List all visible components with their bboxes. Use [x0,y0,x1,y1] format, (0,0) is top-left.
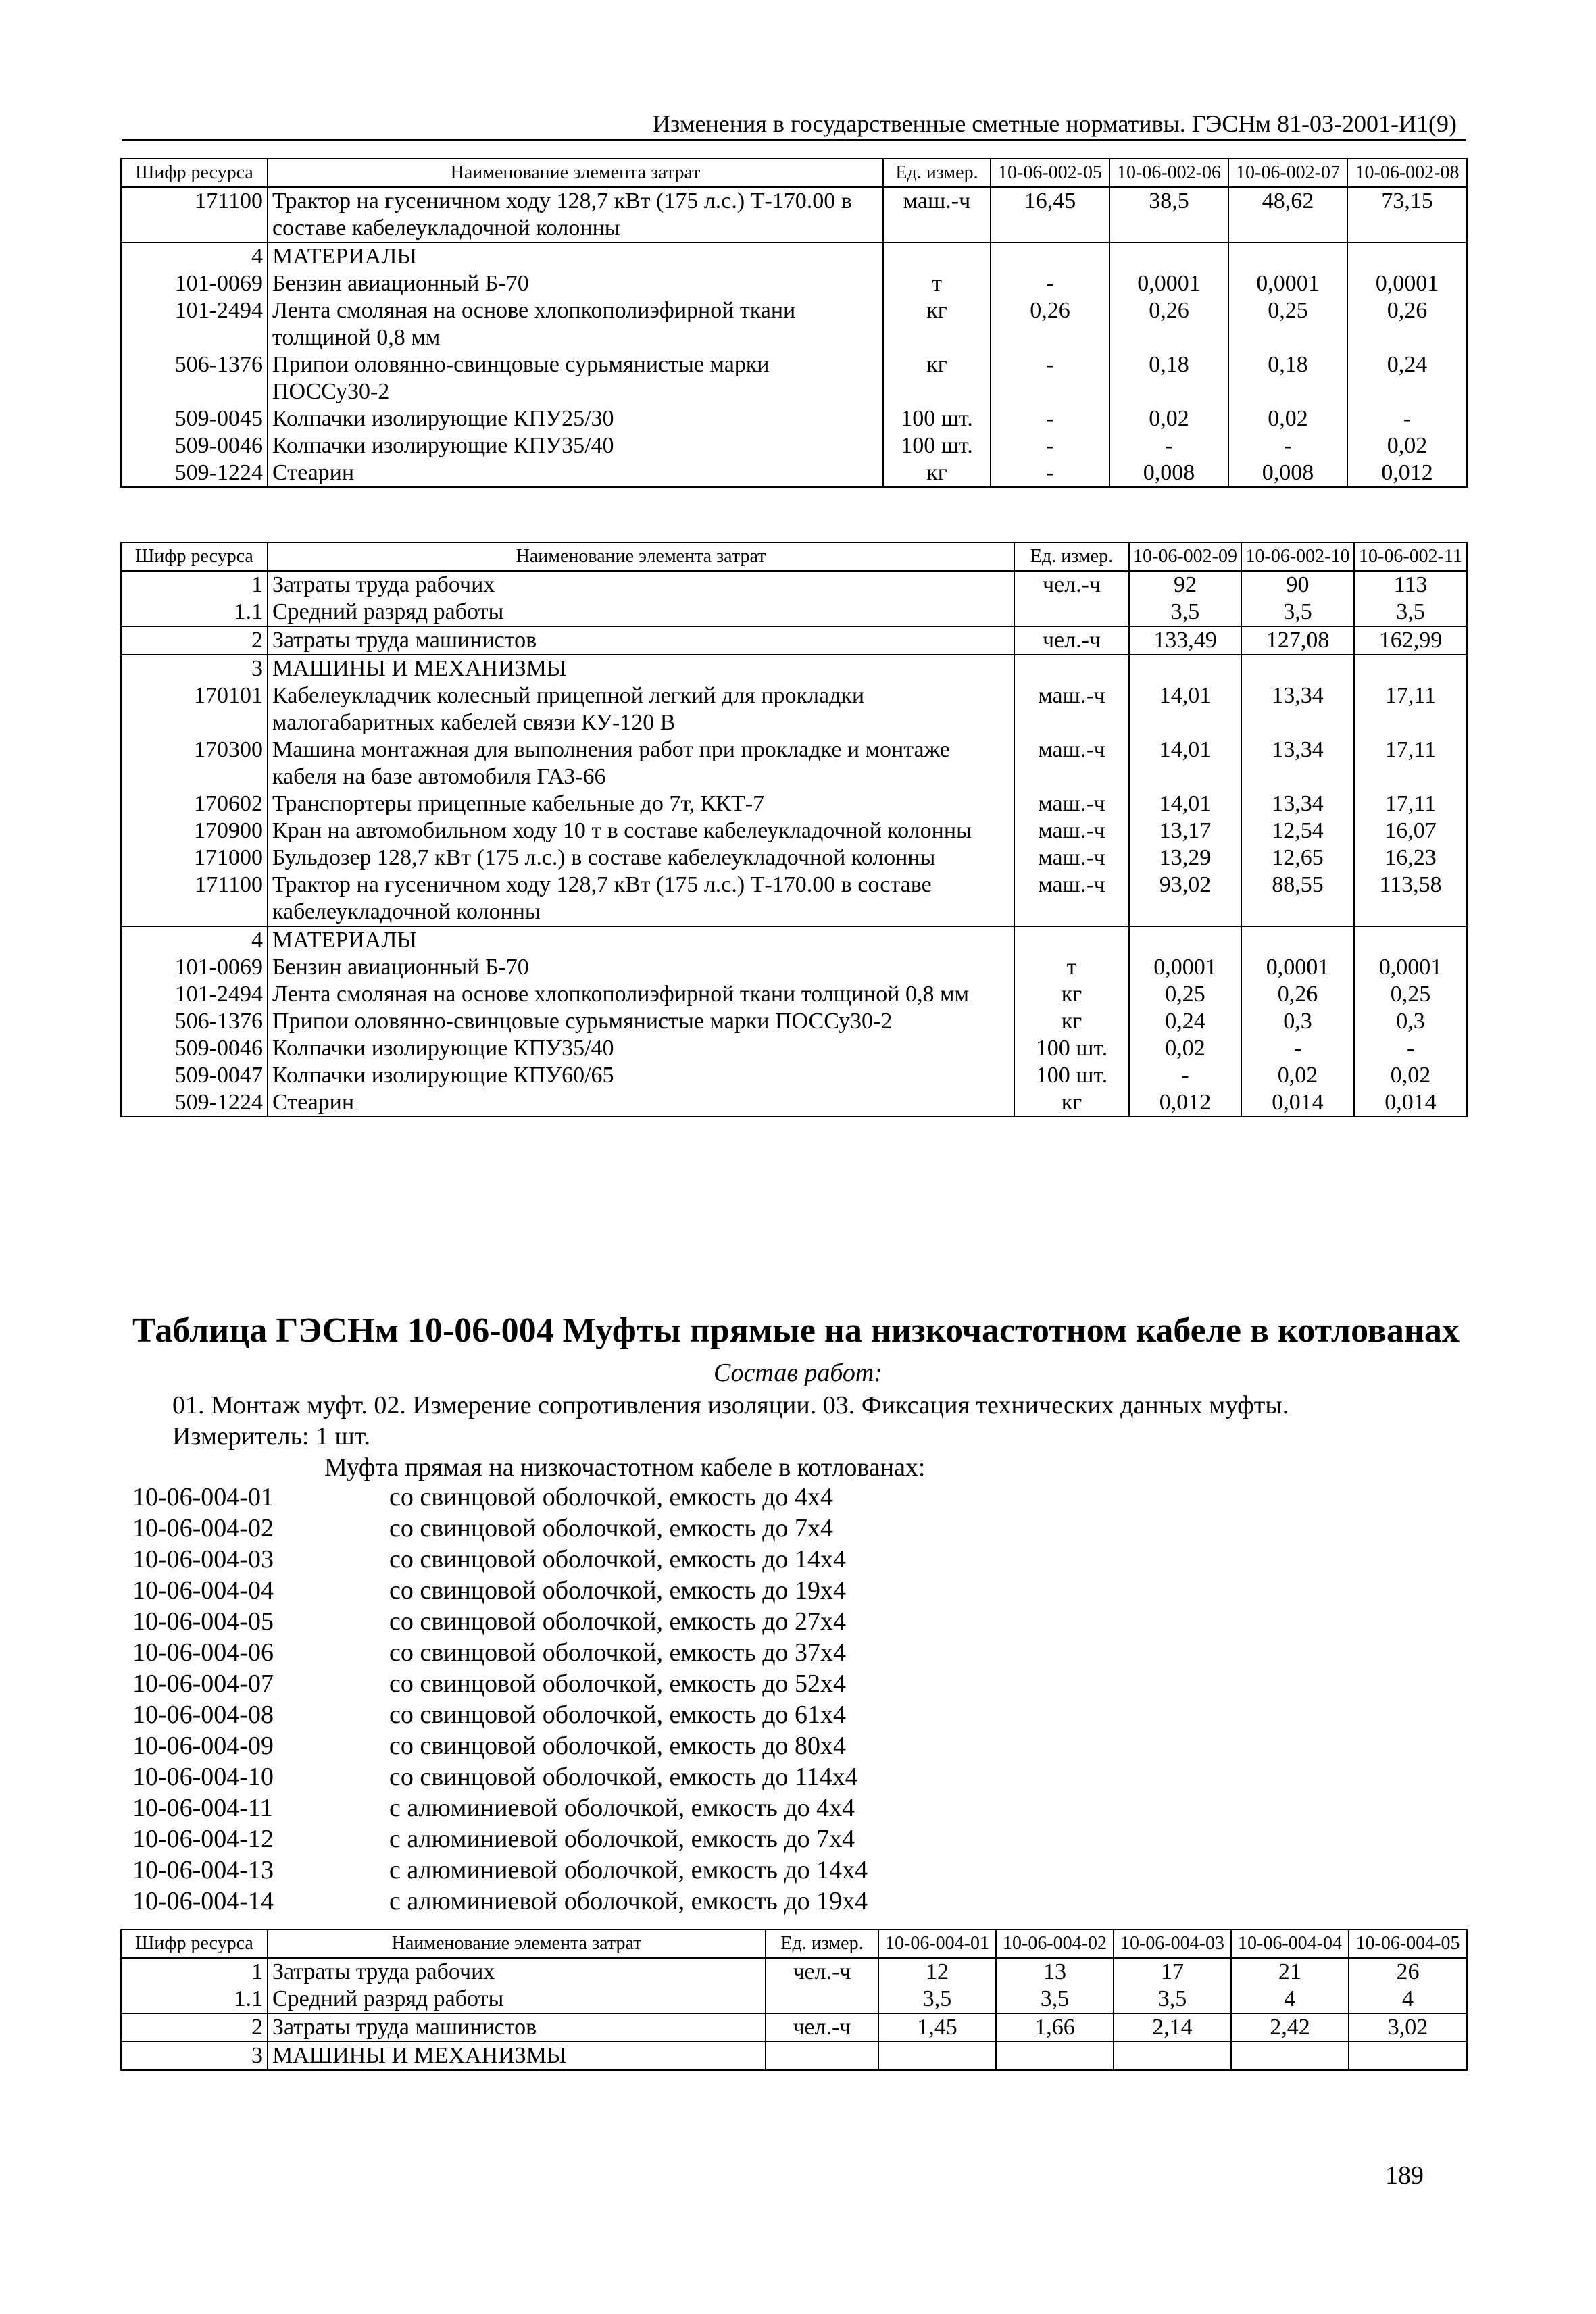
resource-code: 506-1376 [121,351,268,405]
norm-value: 88,55 [1241,872,1354,926]
cost-element-name: Кабелеукладчик колесный прицепной легкий для прокладки малогабаритных кабелей связи КУ-120 В [268,682,1014,736]
page-number: 189 [1385,2161,1424,2190]
header-title: Изменения в государственные сметные нормативы. ГЭСНм 81-03-2001-И1(9) [653,110,1457,137]
column-header: Ед. измер. [883,159,991,187]
norm-value: 0,014 [1354,1089,1467,1117]
norm-value: 0,02 [1228,405,1347,432]
variant-description: со свинцовой оболочкой, емкость до 52х4 [389,1669,847,1698]
column-header: 10-06-004-01 [878,1930,996,1958]
resource-code: 509-0045 [121,405,268,432]
norm-value: - [991,459,1109,487]
column-header: 10-06-004-04 [1231,1930,1349,1958]
cost-element-name: Колпачки изолирующие КПУ25/30 [268,405,883,432]
unit: кг [883,297,991,351]
table-row [121,818,1467,845]
norm-value: 0,25 [1129,981,1241,1008]
variant-code: 10-06-004-12 [132,1825,274,1853]
column-header: 10-06-004-02 [996,1930,1114,1958]
norm-value: 26 [1349,1958,1467,1986]
cost-element-name: Средний разряд работы [268,599,1014,626]
norm-value: 93,02 [1129,872,1241,926]
norm-value: 48,62 [1228,187,1347,243]
table-row [121,790,1467,818]
norm-value: - [1354,1035,1467,1062]
column-header: Шифр ресурса [121,159,268,187]
norm-value: 133,49 [1129,626,1241,655]
column-header: Наименование элемента затрат [268,543,1014,571]
variant-description: со свинцовой оболочкой, емкость до 19х4 [389,1576,847,1605]
unit: чел.-ч [1014,626,1129,655]
norm-value: 17 [1114,1958,1231,1986]
resource-code: 101-0069 [121,954,268,981]
table-row [121,926,1467,954]
unit: кг [1014,981,1129,1008]
cost-element-name: Стеарин [268,1089,1014,1117]
norm-value: 0,012 [1347,459,1467,487]
resource-code: 506-1376 [121,1008,268,1035]
variant-code: 10-06-004-05 [132,1607,274,1636]
norm-value: - [1347,405,1467,432]
norm-value: 4 [1231,1986,1349,2013]
unit: 100 шт. [883,432,991,459]
norm-value: 4 [1349,1986,1467,2013]
norm-value: - [1129,1062,1241,1089]
table-header-row [121,543,1467,571]
resource-code: 101-0069 [121,270,268,297]
variant-item [132,1855,868,1886]
cost-element-name: Трактор на гусеничном ходу 128,7 кВт (175 л.с.) Т-170.00 в составе кабелеукладочной колонны [268,872,1014,926]
table-header-row [121,159,1467,187]
norm-value [1354,655,1467,682]
cost-element-name: Припои оловянно-свинцовые сурьмянистые марки ПОССу30-2 [268,351,883,405]
norm-value: 2,14 [1114,2013,1231,2042]
norm-value: 14,01 [1129,682,1241,736]
work-composition-text: 01. Монтаж муфт. 02. Измерение сопротивления изоляции. 03. Фиксация технических данных муфты. [172,1391,1289,1419]
unit: маш.-ч [883,187,991,243]
variant-description: со свинцовой оболочкой, емкость до 4х4 [389,1483,834,1511]
norm-value: 73,15 [1347,187,1467,243]
norm-value: 3,5 [878,1986,996,2013]
norm-value: 0,02 [1241,1062,1354,1089]
cost-element-name: Бензин авиационный Б-70 [268,270,883,297]
table-row [121,626,1467,655]
variant-description: со свинцовой оболочкой, емкость до 27х4 [389,1607,847,1636]
resource-code: 101-2494 [121,297,268,351]
resource-code: 170900 [121,818,268,845]
cost-element-name: Колпачки изолирующие КПУ60/65 [268,1062,1014,1089]
resource-code: 509-0047 [121,1062,268,1089]
variant-code: 10-06-004-03 [132,1545,274,1574]
cost-element-name: Колпачки изолирующие КПУ35/40 [268,1035,1014,1062]
cost-element-name: Транспортеры прицепные кабельные до 7т, ККТ-7 [268,790,1014,818]
norm-value: 17,11 [1354,790,1467,818]
cost-element-name: Затраты труда рабочих [268,1958,766,1986]
unit: т [1014,954,1129,981]
norm-value: - [991,405,1109,432]
unit: 100 шт. [883,405,991,432]
resource-code: 3 [121,2042,268,2070]
table-row [121,1958,1467,1986]
table-row [121,1008,1467,1035]
norm-value: 13,34 [1241,736,1354,790]
variant-code: 10-06-004-11 [132,1794,273,1822]
cost-element-name: Колпачки изолирующие КПУ35/40 [268,432,883,459]
norm-value: 0,0001 [1347,270,1467,297]
column-header: 10-06-002-07 [1228,159,1347,187]
cost-element-name: Лента смоляная на основе хлопкополиэфирной ткани толщиной 0,8 мм [268,981,1014,1008]
column-header: Наименование элемента затрат [268,159,883,187]
resource-code: 170101 [121,682,268,736]
unit: маш.-ч [1014,790,1129,818]
table-row [121,351,1467,405]
resource-table-004-01-05 [120,1929,1468,2071]
resource-code: 171100 [121,187,268,243]
unit: т [883,270,991,297]
table-row [121,297,1467,351]
variant-description: со свинцовой оболочкой, емкость до 61х4 [389,1701,847,1729]
unit: кг [1014,1089,1129,1117]
norm-value: 1,66 [996,2013,1114,2042]
norm-value: 0,02 [1354,1062,1467,1089]
resource-code: 3 [121,655,268,682]
cost-element-name: Припои оловянно-свинцовые сурьмянистые марки ПОССу30-2 [268,1008,1014,1035]
cost-element-name: Машина монтажная для выполнения работ при прокладке и монтаже кабеля на базе автомобиля ГАЗ-66 [268,736,1014,790]
norm-value: - [1109,432,1228,459]
resource-code: 4 [121,926,268,954]
meter-text: Измеритель: 1 шт. [172,1422,370,1451]
table-row [121,682,1467,736]
norm-value: 162,99 [1354,626,1467,655]
table-row [121,432,1467,459]
variant-item [132,1668,868,1699]
table-row [121,872,1467,926]
norm-value: 0,02 [1109,405,1228,432]
norm-value: 0,014 [1241,1089,1354,1117]
norm-value: 0,0001 [1109,270,1228,297]
variant-code: 10-06-004-10 [132,1763,274,1791]
work-composition-heading: Состав работ: [713,1359,883,1387]
variant-item [132,1637,868,1668]
variant-description: с алюминиевой оболочкой, емкость до 4х4 [389,1794,855,1822]
norm-value: 0,26 [1241,981,1354,1008]
resource-code: 2 [121,2013,268,2042]
resource-code: 509-0046 [121,432,268,459]
unit: кг [883,351,991,405]
cost-element-name: Кран на автомобильном ходу 10 т в составе кабелеукладочной колонны [268,818,1014,845]
norm-value [991,243,1109,270]
column-header: Шифр ресурса [121,543,268,571]
column-header: 10-06-004-05 [1349,1930,1467,1958]
resource-code: 2 [121,626,268,655]
norm-value: 21 [1231,1958,1349,1986]
norm-value: 16,23 [1354,845,1467,872]
unit [1014,599,1129,626]
norm-value [1347,243,1467,270]
norm-value [1129,655,1241,682]
variant-item [132,1699,868,1730]
column-header: Шифр ресурса [121,1930,268,1958]
cost-element-name: Затраты труда рабочих [268,571,1014,599]
norm-value: - [1241,1035,1354,1062]
norm-value: 13 [996,1958,1114,1986]
variant-item [132,1823,868,1855]
variants-list [132,1482,868,1917]
norm-value: - [991,351,1109,405]
norm-value [1228,243,1347,270]
unit [1014,655,1129,682]
variant-item [132,1792,868,1823]
table-row [121,2013,1467,2042]
resource-code: 509-1224 [121,459,268,487]
norm-value: - [1228,432,1347,459]
norm-value: 0,02 [1129,1035,1241,1062]
unit: чел.-ч [766,1958,878,1986]
variant-item [132,1513,868,1544]
norm-value: 0,0001 [1228,270,1347,297]
resource-code: 171000 [121,845,268,872]
norm-value: 38,5 [1109,187,1228,243]
variant-item [132,1606,868,1637]
column-header: 10-06-002-05 [991,159,1109,187]
table-row [121,405,1467,432]
cost-element-name: МАШИНЫ И МЕХАНИЗМЫ [268,655,1014,682]
variant-item [132,1482,868,1513]
variant-code: 10-06-004-04 [132,1576,274,1605]
unit: маш.-ч [1014,736,1129,790]
norm-value: 0,26 [991,297,1109,351]
norm-value [1354,926,1467,954]
cost-element-name: Средний разряд работы [268,1986,766,2013]
norm-value: 0,0001 [1354,954,1467,981]
norm-value: 16,45 [991,187,1109,243]
norm-value: 90 [1241,571,1354,599]
norm-value: 12 [878,1958,996,1986]
variant-description: с алюминиевой оболочкой, емкость до 7х4 [389,1825,855,1853]
variant-description: со свинцовой оболочкой, емкость до 37х4 [389,1638,847,1667]
unit [1014,926,1129,954]
norm-value [1241,655,1354,682]
resource-code: 1 [121,571,268,599]
unit: маш.-ч [1014,845,1129,872]
resource-code: 170300 [121,736,268,790]
resource-code: 101-2494 [121,981,268,1008]
column-header: 10-06-002-09 [1129,543,1241,571]
column-header: 10-06-002-08 [1347,159,1467,187]
norm-value: 2,42 [1231,2013,1349,2042]
unit: кг [883,459,991,487]
variant-code: 10-06-004-07 [132,1669,274,1698]
norm-value [1109,243,1228,270]
table-row [121,736,1467,790]
running-header [122,107,1466,141]
norm-value: 16,07 [1354,818,1467,845]
norm-value: 0,18 [1228,351,1347,405]
cost-element-name: Стеарин [268,459,883,487]
norm-value: 127,08 [1241,626,1354,655]
resource-table-002-09-11 [120,542,1468,1117]
variant-description: со свинцовой оболочкой, емкость до 14х4 [389,1545,847,1574]
norm-value: 0,3 [1354,1008,1467,1035]
norm-value [878,2042,996,2070]
norm-value: 3,5 [1241,599,1354,626]
norm-value: 0,0001 [1129,954,1241,981]
column-header: 10-06-004-03 [1114,1930,1231,1958]
norm-value: 13,17 [1129,818,1241,845]
column-header: Наименование элемента затрат [268,1930,766,1958]
unit: 100 шт. [1014,1035,1129,1062]
table-row [121,243,1467,270]
table-header-row [121,1930,1467,1958]
resource-code: 1 [121,1958,268,1986]
norm-value: 13,34 [1241,790,1354,818]
variant-item [132,1761,868,1792]
norm-value: 12,65 [1241,845,1354,872]
unit [766,1986,878,2013]
norm-value [1114,2042,1231,2070]
column-header: 10-06-002-06 [1109,159,1228,187]
unit: маш.-ч [1014,872,1129,926]
norm-value: 0,26 [1347,297,1467,351]
variant-description: с алюминиевой оболочкой, емкость до 14х4 [389,1856,868,1884]
norm-value: 14,01 [1129,736,1241,790]
resource-code: 509-0046 [121,1035,268,1062]
norm-value: 0,012 [1129,1089,1241,1117]
norm-value: 0,18 [1109,351,1228,405]
norm-value: 92 [1129,571,1241,599]
column-header: 10-06-002-11 [1354,543,1467,571]
norm-value [1241,926,1354,954]
variant-item [132,1886,868,1917]
variants-intro: Муфта прямая на низкочастотном кабеле в котлованах: [324,1453,926,1482]
variant-item [132,1730,868,1761]
variant-description: с алюминиевой оболочкой, емкость до 19х4 [389,1887,868,1915]
table-row [121,655,1467,682]
variant-code: 10-06-004-06 [132,1638,274,1667]
table-row [121,1062,1467,1089]
norm-value [1129,926,1241,954]
norm-value [1349,2042,1467,2070]
cost-element-name: МАТЕРИАЛЫ [268,926,1014,954]
unit: маш.-ч [1014,682,1129,736]
unit: чел.-ч [766,2013,878,2042]
norm-value: 1,45 [878,2013,996,2042]
variant-item [132,1544,868,1575]
norm-value: 0,24 [1347,351,1467,405]
unit: маш.-ч [1014,818,1129,845]
variant-code: 10-06-004-01 [132,1483,274,1511]
table-row [121,1089,1467,1117]
cost-element-name: Затраты труда машинистов [268,626,1014,655]
unit: 100 шт. [1014,1062,1129,1089]
table-row [121,2042,1467,2070]
norm-value: - [991,270,1109,297]
variant-code: 10-06-004-02 [132,1514,274,1542]
norm-value: 113,58 [1354,872,1467,926]
norm-value: 0,24 [1129,1008,1241,1035]
norm-value: 0,02 [1347,432,1467,459]
cost-element-name: Бульдозер 128,7 кВт (175 л.с.) в составе кабелеукладочной колонны [268,845,1014,872]
norm-value: 3,5 [1129,599,1241,626]
variant-code: 10-06-004-14 [132,1887,274,1915]
cost-element-name: Лента смоляная на основе хлопкополиэфирной ткани толщиной 0,8 мм [268,297,883,351]
resource-code: 509-1224 [121,1089,268,1117]
table-row [121,954,1467,981]
table-row [121,981,1467,1008]
norm-value: 3,5 [1354,599,1467,626]
norm-value: 12,54 [1241,818,1354,845]
table-row [121,187,1467,243]
unit [766,2042,878,2070]
table-row [121,1035,1467,1062]
column-header: Ед. измер. [1014,543,1129,571]
norm-value [996,2042,1114,2070]
norm-value: 3,5 [1114,1986,1231,2013]
cost-element-name: Затраты труда машинистов [268,2013,766,2042]
table-row [121,599,1467,626]
variant-description: со свинцовой оболочкой, емкость до 80х4 [389,1732,847,1760]
cost-element-name: МАШИНЫ И МЕХАНИЗМЫ [268,2042,766,2070]
variant-description: со свинцовой оболочкой, емкость до 7х4 [389,1514,834,1542]
variant-code: 10-06-004-08 [132,1701,274,1729]
norm-value [1231,2042,1349,2070]
table-row [121,845,1467,872]
resource-code: 170602 [121,790,268,818]
resource-code: 1.1 [121,1986,268,2013]
variant-description: со свинцовой оболочкой, емкость до 114х4 [389,1763,858,1791]
norm-value: 113 [1354,571,1467,599]
resource-table-002-05-08 [120,158,1468,488]
variant-code: 10-06-004-13 [132,1856,274,1884]
norm-value: 0,25 [1228,297,1347,351]
norm-value: 0,26 [1109,297,1228,351]
resource-code: 4 [121,243,268,270]
variant-code: 10-06-004-09 [132,1732,274,1760]
unit [883,243,991,270]
column-header: Ед. измер. [766,1930,878,1958]
norm-value: - [991,432,1109,459]
table-row [121,459,1467,487]
norm-value: 17,11 [1354,736,1467,790]
norm-value: 3,5 [996,1986,1114,2013]
norm-value: 13,29 [1129,845,1241,872]
table-row [121,1986,1467,2013]
table-row [121,571,1467,599]
variant-item [132,1575,868,1606]
norm-value: 13,34 [1241,682,1354,736]
column-header: 10-06-002-10 [1241,543,1354,571]
cost-element-name: МАТЕРИАЛЫ [268,243,883,270]
norm-value: 0,008 [1109,459,1228,487]
resource-code: 1.1 [121,599,268,626]
table-row [121,270,1467,297]
cost-element-name: Трактор на гусеничном ходу 128,7 кВт (175 л.с.) Т-170.00 в составе кабелеукладочной колонны [268,187,883,243]
norm-value: 0,25 [1354,981,1467,1008]
norm-value: 0,008 [1228,459,1347,487]
unit: чел.-ч [1014,571,1129,599]
norm-value: 3,02 [1349,2013,1467,2042]
unit: кг [1014,1008,1129,1035]
norm-value: 0,0001 [1241,954,1354,981]
norm-value: 0,3 [1241,1008,1354,1035]
section-title: Таблица ГЭСНм 10-06-004 Муфты прямые на низкочастотном кабеле в котлованах [132,1311,1460,1350]
norm-value: 17,11 [1354,682,1467,736]
norm-value: 14,01 [1129,790,1241,818]
resource-code: 171100 [121,872,268,926]
cost-element-name: Бензин авиационный Б-70 [268,954,1014,981]
